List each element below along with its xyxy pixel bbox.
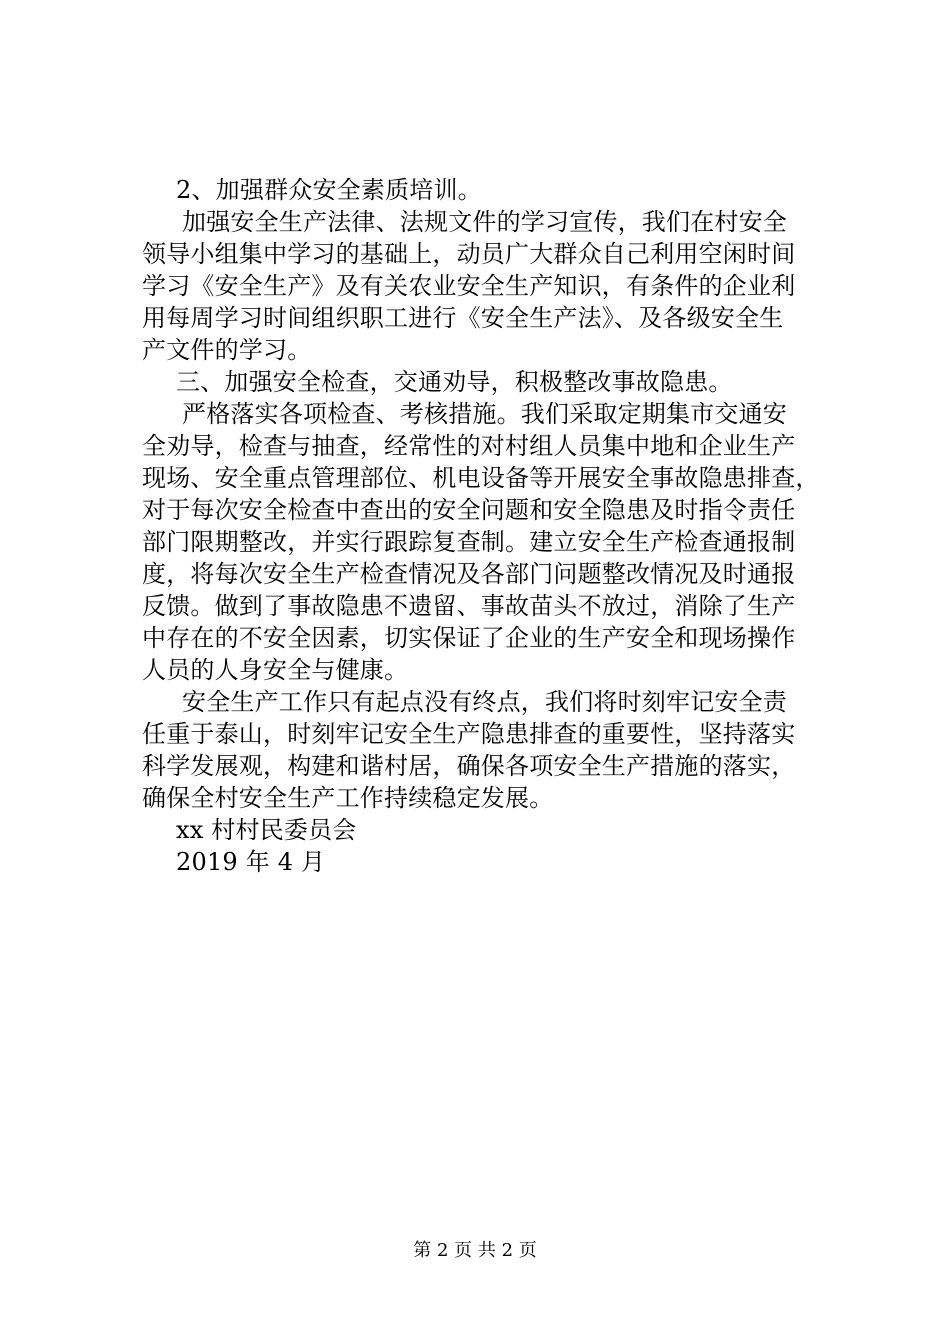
paragraph-line: 部门限期整改，并实行跟踪复查制。建立安全生产检查通报制: [142, 528, 796, 556]
paragraph-line: 任重于泰山，时刻牢记安全生产隐患排查的重要性，坚持落实: [142, 720, 796, 748]
signature-organization: xx 村村民委员会: [176, 816, 357, 844]
paragraph-line: 全劝导，检查与抽查，经常性的对村组人员集中地和企业生产: [142, 432, 796, 460]
paragraph-line: 领导小组集中学习的基础上，动员广大群众自己利用空闲时间: [142, 240, 796, 268]
paragraph-line: 学习《安全生产》及有关农业安全生产知识，有条件的企业利: [142, 272, 796, 300]
paragraph-line: 确保全村安全生产工作持续稳定发展。: [142, 784, 554, 812]
paragraph-line: 安全生产工作只有起点没有终点，我们将时刻牢记安全责: [182, 688, 787, 716]
section-heading-2: 2、加强群众安全素质培训。: [176, 176, 482, 204]
paragraph-line: 度，将每次安全生产检查情况及各部门问题整改情况及时通报: [142, 560, 796, 588]
section-heading-3: 三、加强安全检查，交通劝导，积极整改事故隐患。: [176, 368, 733, 396]
paragraph-line: 严格落实各项检查、考核措施。我们采取定期集市交通安: [182, 400, 787, 428]
document-body: [142, 174, 832, 878]
paragraph-line: 加强安全生产法律、法规文件的学习宣传，我们在村安全: [182, 208, 787, 236]
signature-date: 2019 年 4 月: [176, 848, 326, 876]
page-number-footer: 第 2 页 共 2 页: [413, 1240, 537, 1261]
paragraph-line: 科学发展观，构建和谐村居，确保各项安全生产措施的落实，: [142, 752, 796, 780]
paragraph-line: 用每周学习时间组织职工进行《安全生产法》、及各级安全生: [142, 304, 784, 332]
paragraph-line: 反馈。做到了事故隐患不遗留、事故苗头不放过，消除了生产: [142, 592, 796, 620]
paragraph-line: 对于每次安全检查中查出的安全问题和安全隐患及时指令责任: [142, 496, 796, 524]
paragraph-line: 人员的人身安全与健康。: [142, 656, 409, 684]
paragraph-line: 产文件的学习。: [142, 336, 312, 364]
paragraph-line: 现场、安全重点管理部位、机电设备等开展安全事故隐患排查，: [142, 464, 820, 492]
paragraph-line: 中存在的不安全因素，切实保证了企业的生产安全和现场操作: [142, 624, 796, 652]
